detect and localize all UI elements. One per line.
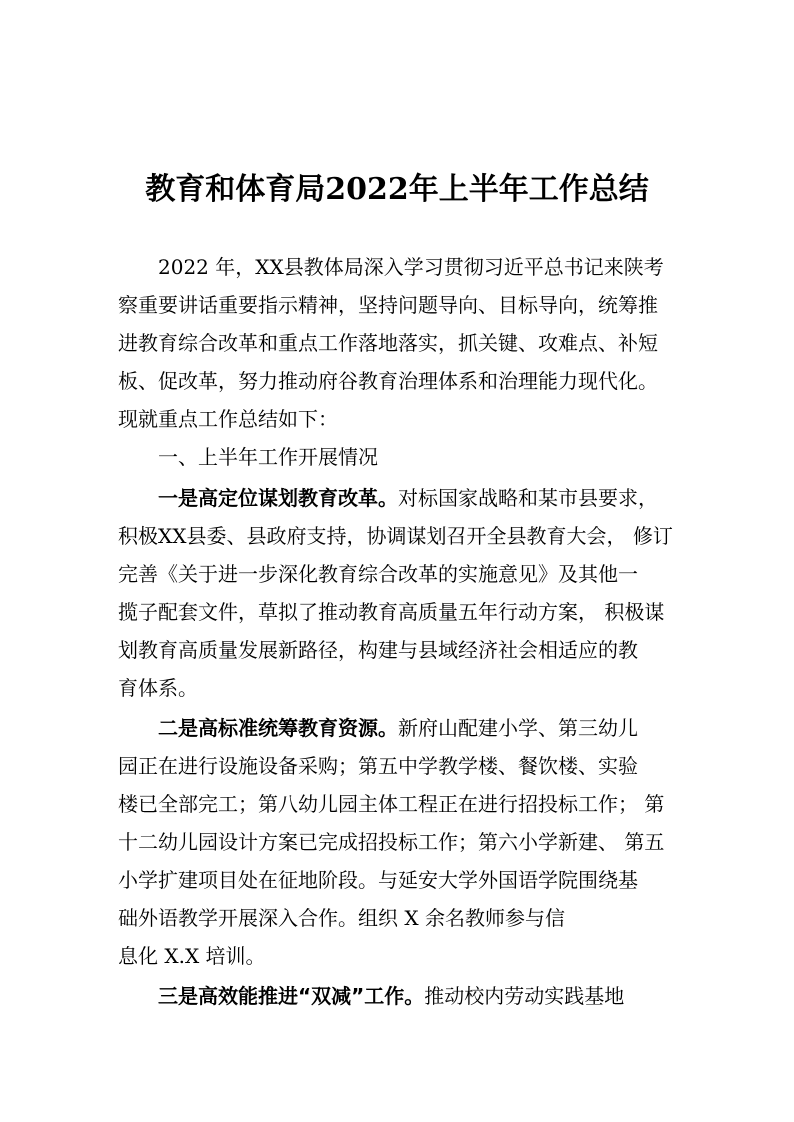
item-heading: 三是高效能推进“双减”工作。 (158, 984, 425, 1008)
item-line: 完善《关于进一步深化教育综合改革的实施意见》及其他一 (118, 562, 638, 586)
intro-line: 进教育综合改革和重点工作落地落实，抓关键、攻难点、补短 (118, 331, 658, 355)
intro-line: 察重要讲话重要指示精神，坚持问题导向、目标导向，统筹推 (118, 293, 658, 317)
section-heading: 一、上半年工作开展情况 (158, 445, 378, 469)
item-first-line (118, 980, 758, 1012)
item-line: 息化 X.X 培训。 (118, 944, 266, 968)
item-line: 划教育高质量发展新路径，构建与县域经济社会相适应的教 (118, 638, 638, 662)
item-heading: 一是高定位谋划教育改革。 (158, 486, 398, 510)
document-title: 教育和体育局2022年上半年工作总结 (145, 172, 649, 207)
item-heading: 二是高标准统筹教育资源。 (158, 716, 398, 740)
item-line: 小学扩建项目处在征地阶段。与延安大学外国语学院围绕基 (118, 868, 638, 892)
item-text: 新府山配建小学、第三幼儿 (398, 716, 638, 740)
item-line: 楼已全部完工；第八幼儿园主体工程正在进行招投标工作； 第 (118, 792, 665, 816)
item-first-line (118, 482, 758, 514)
item-text: 对标国家战略和某市县要求， (398, 486, 658, 510)
intro-line: 板、促改革，努力推动府谷教育治理体系和治理能力现代化。 (118, 369, 658, 393)
item-line: 园正在进行设施设备采购；第五中学教学楼、餐饮楼、实验 (118, 754, 638, 778)
intro-line: 2022 年，XX县教体局深入学习贯彻习近平总书记来陕考 (158, 255, 664, 279)
item-first-line (118, 712, 758, 744)
item-line: 积极XX县委、县政府支持，协调谋划召开全县教育大会， 修订 (118, 524, 673, 548)
item-line: 揽子配套文件，草拟了推动教育高质量五年行动方案， 积极谋 (118, 600, 665, 624)
item-line: 十二幼儿园设计方案已完成招投标工作；第六小学新建、 第五 (118, 830, 665, 854)
item-text: 推动校内劳动实践基地 (424, 984, 625, 1008)
item-line: 育体系。 (118, 676, 198, 700)
intro-line: 现就重点工作总结如下： (118, 407, 338, 431)
item-line: 础外语教学开展深入合作。组织 X 余名教师参与信 (118, 906, 565, 930)
